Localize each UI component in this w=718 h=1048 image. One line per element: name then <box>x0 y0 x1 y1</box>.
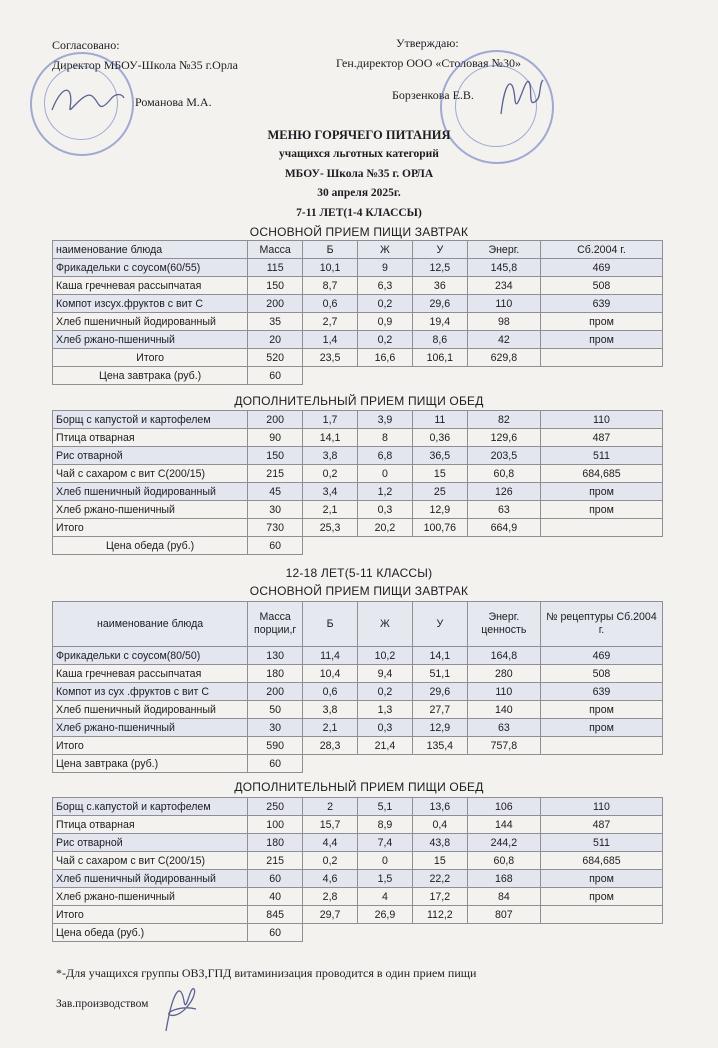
total-row <box>53 906 663 924</box>
value-cell: 42 <box>467 331 540 349</box>
value-cell: 45 <box>248 483 303 501</box>
value-cell: 508 <box>540 277 662 295</box>
menu-title: МЕНЮ ГОРЯЧЕГО ПИТАНИЯ <box>267 128 451 142</box>
price-value: 60 <box>248 755 303 773</box>
value-cell: 63 <box>467 501 540 519</box>
value-cell: 82 <box>467 411 540 429</box>
table-row <box>53 834 663 852</box>
column-header: Ж <box>357 241 412 259</box>
dish-name-cell: Хлеб ржано-пшеничный <box>53 888 248 906</box>
column-header: Б <box>303 602 358 647</box>
table-row <box>53 447 663 465</box>
column-header: Б <box>303 241 358 259</box>
dish-name-cell: Рис отварной <box>53 447 248 465</box>
value-cell: 3,4 <box>303 483 358 501</box>
dish-name-cell: Хлеб пшеничный йодированный <box>53 701 248 719</box>
value-cell: 63 <box>467 719 540 737</box>
value-cell: 639 <box>540 683 662 701</box>
value-cell: 0,36 <box>412 429 467 447</box>
value-cell: 200 <box>248 295 303 313</box>
value-cell: 168 <box>467 870 540 888</box>
table-row <box>53 683 663 701</box>
value-cell: 144 <box>467 816 540 834</box>
dish-name-cell: Фрикадельки с соусом(60/55) <box>53 259 248 277</box>
value-cell: 25 <box>412 483 467 501</box>
value-cell: пром <box>540 313 662 331</box>
value-cell: 0,2 <box>357 295 412 313</box>
age-group-1: 7-11 ЛЕТ(1-4 КЛАССЫ) <box>296 207 422 219</box>
column-header: наименование блюда <box>53 241 248 259</box>
value-cell: 1,4 <box>303 331 358 349</box>
table-row <box>53 647 663 665</box>
value-cell: 250 <box>248 798 303 816</box>
section-lunch-1: ДОПОЛНИТЕЛЬНЫЙ ПРИЕМ ПИЩИ ОБЕД <box>234 394 484 408</box>
value-cell: 200 <box>248 683 303 701</box>
value-cell: 43,8 <box>412 834 467 852</box>
value-cell: 629,8 <box>467 349 540 367</box>
value-cell: 9 <box>357 259 412 277</box>
dish-name-cell: Компот изсух.фруктов с вит С <box>53 295 248 313</box>
value-cell: 215 <box>248 852 303 870</box>
value-cell <box>540 349 662 367</box>
section-breakfast-1: ОСНОВНОЙ ПРИЕМ ПИЩИ ЗАВТРАК <box>249 225 469 239</box>
approval-right-position: Ген.директор ООО «Столовая №30» <box>336 56 521 70</box>
value-cell: 110 <box>540 411 662 429</box>
value-cell: 140 <box>467 701 540 719</box>
dish-name-cell: Чай с сахаром с вит С(200/15) <box>53 852 248 870</box>
value-cell: 487 <box>540 429 662 447</box>
value-cell: 0,6 <box>303 295 358 313</box>
value-cell: 4 <box>357 888 412 906</box>
section-lunch-2: ДОПОЛНИТЕЛЬНЫЙ ПРИЕМ ПИЩИ ОБЕД <box>234 780 484 794</box>
value-cell: 106,1 <box>412 349 467 367</box>
column-header: У <box>412 602 467 647</box>
value-cell: 22,2 <box>412 870 467 888</box>
value-cell: 35 <box>248 313 303 331</box>
price-label: Цена завтрака (руб.) <box>53 367 248 385</box>
value-cell: 590 <box>248 737 303 755</box>
left-signature-icon <box>48 80 128 120</box>
value-cell: 520 <box>248 349 303 367</box>
value-cell: 639 <box>540 295 662 313</box>
dish-name-cell: Итого <box>53 737 248 755</box>
value-cell <box>540 906 662 924</box>
value-cell: 215 <box>248 465 303 483</box>
value-cell: 12,9 <box>412 719 467 737</box>
value-cell: 10,4 <box>303 665 358 683</box>
dish-name-cell: Каша гречневая рассыпчатая <box>53 665 248 683</box>
value-cell: пром <box>540 483 662 501</box>
value-cell: 36,5 <box>412 447 467 465</box>
column-header: Ж <box>357 602 412 647</box>
value-cell <box>540 519 662 537</box>
value-cell: 511 <box>540 447 662 465</box>
column-header: Масса порции,г <box>248 602 303 647</box>
value-cell: 180 <box>248 665 303 683</box>
value-cell: 0 <box>357 852 412 870</box>
value-cell: 684,685 <box>540 852 662 870</box>
total-row <box>53 519 663 537</box>
approval-left-name: Романова М.А. <box>135 95 212 109</box>
menu-subtitle: учащихся льготных категорий <box>279 148 439 160</box>
value-cell: 15 <box>412 465 467 483</box>
value-cell: 30 <box>248 501 303 519</box>
table-row <box>53 259 663 277</box>
table-row <box>53 719 663 737</box>
value-cell: 126 <box>467 483 540 501</box>
table-row <box>53 429 663 447</box>
value-cell: 511 <box>540 834 662 852</box>
price-row <box>53 537 663 555</box>
value-cell: 5,1 <box>357 798 412 816</box>
value-cell: 12,5 <box>412 259 467 277</box>
value-cell: 469 <box>540 259 662 277</box>
value-cell: 27,7 <box>412 701 467 719</box>
price-empty-cell <box>303 924 663 942</box>
column-header: Энерг. ценность <box>467 602 540 647</box>
value-cell: 150 <box>248 447 303 465</box>
value-cell: 98 <box>467 313 540 331</box>
dish-name-cell: Хлеб ржано-пшеничный <box>53 331 248 349</box>
value-cell <box>540 737 662 755</box>
value-cell: 0,2 <box>303 465 358 483</box>
value-cell: 100,76 <box>412 519 467 537</box>
value-cell: 244,2 <box>467 834 540 852</box>
price-row <box>53 924 663 942</box>
dish-name-cell: Рис отварной <box>53 834 248 852</box>
value-cell: 0,3 <box>357 501 412 519</box>
dish-name-cell: Хлеб ржано-пшеничный <box>53 719 248 737</box>
table-row <box>53 277 663 295</box>
lunch-table-2 <box>52 797 663 942</box>
price-empty-cell <box>303 755 663 773</box>
value-cell: 487 <box>540 816 662 834</box>
column-header: № рецептуры Сб.2004 г. <box>540 602 662 647</box>
value-cell: 16,6 <box>357 349 412 367</box>
value-cell: 29,7 <box>303 906 358 924</box>
lunch-table-1 <box>52 410 663 555</box>
price-label: Цена обеда (руб.) <box>53 537 248 555</box>
value-cell: 757,8 <box>467 737 540 755</box>
value-cell: 11,4 <box>303 647 358 665</box>
table-row <box>53 501 663 519</box>
value-cell: 10,1 <box>303 259 358 277</box>
value-cell: 1,2 <box>357 483 412 501</box>
table-row <box>53 331 663 349</box>
value-cell: 1,3 <box>357 701 412 719</box>
table-row <box>53 483 663 501</box>
value-cell: 2,1 <box>303 719 358 737</box>
value-cell: 0,2 <box>357 683 412 701</box>
value-cell: 106 <box>467 798 540 816</box>
price-value: 60 <box>248 924 303 942</box>
approval-right-title: Утверждаю: <box>396 36 459 50</box>
value-cell: пром <box>540 501 662 519</box>
value-cell: 2,8 <box>303 888 358 906</box>
value-cell: 4,4 <box>303 834 358 852</box>
price-label: Цена завтрака (руб.) <box>53 755 248 773</box>
table-row <box>53 411 663 429</box>
dish-name-cell: Чай с сахаром с вит С(200/15) <box>53 465 248 483</box>
column-header: Сб.2004 г. <box>540 241 662 259</box>
price-row <box>53 367 663 385</box>
value-cell: 0,2 <box>303 852 358 870</box>
dish-name-cell: Борщ с.капустой и картофелем <box>53 798 248 816</box>
value-cell: 0,4 <box>412 816 467 834</box>
value-cell: 14,1 <box>303 429 358 447</box>
value-cell: 8,6 <box>412 331 467 349</box>
value-cell: 203,5 <box>467 447 540 465</box>
value-cell: 100 <box>248 816 303 834</box>
value-cell: 3,8 <box>303 701 358 719</box>
age-group-2: 12-18 ЛЕТ(5-11 КЛАССЫ) <box>285 566 433 580</box>
value-cell: 8,9 <box>357 816 412 834</box>
value-cell: 30 <box>248 719 303 737</box>
dish-name-cell: Хлеб пшеничный йодированный <box>53 313 248 331</box>
column-header: Масса <box>248 241 303 259</box>
value-cell: 130 <box>248 647 303 665</box>
dish-name-cell: Итого <box>53 519 248 537</box>
value-cell: 50 <box>248 701 303 719</box>
value-cell: 1,7 <box>303 411 358 429</box>
manager-signature-icon <box>160 975 200 1035</box>
table-row <box>53 313 663 331</box>
value-cell: 11 <box>412 411 467 429</box>
value-cell: 28,3 <box>303 737 358 755</box>
value-cell: 2,7 <box>303 313 358 331</box>
value-cell: 0 <box>357 465 412 483</box>
value-cell: 845 <box>248 906 303 924</box>
breakfast-table-2 <box>52 601 663 773</box>
value-cell: 40 <box>248 888 303 906</box>
value-cell: 6,3 <box>357 277 412 295</box>
value-cell: 51,1 <box>412 665 467 683</box>
value-cell: 234 <box>467 277 540 295</box>
price-empty-cell <box>303 367 663 385</box>
dish-name-cell: Птица отварная <box>53 816 248 834</box>
value-cell: 0,3 <box>357 719 412 737</box>
value-cell: 12,9 <box>412 501 467 519</box>
value-cell: 14,1 <box>412 647 467 665</box>
value-cell: 20,2 <box>357 519 412 537</box>
value-cell: 1,5 <box>357 870 412 888</box>
price-row <box>53 755 663 773</box>
total-row <box>53 737 663 755</box>
value-cell: 23,5 <box>303 349 358 367</box>
price-value: 60 <box>248 537 303 555</box>
value-cell: 60,8 <box>467 465 540 483</box>
dish-name-cell: Фрикадельки с соусом(80/50) <box>53 647 248 665</box>
value-cell: 469 <box>540 647 662 665</box>
value-cell: 0,9 <box>357 313 412 331</box>
value-cell: 110 <box>540 798 662 816</box>
value-cell: пром <box>540 888 662 906</box>
right-signature-icon <box>495 70 545 120</box>
value-cell: 164,8 <box>467 647 540 665</box>
approval-right-name: Борзенкова Е.В. <box>392 88 474 102</box>
breakfast-table-1 <box>52 240 663 385</box>
value-cell: 29,6 <box>412 683 467 701</box>
value-cell: 2 <box>303 798 358 816</box>
dish-name-cell: Борщ с капустой и картофелем <box>53 411 248 429</box>
table-row <box>53 888 663 906</box>
price-label: Цена обеда (руб.) <box>53 924 248 942</box>
approval-left-title: Согласовано: <box>52 38 120 52</box>
column-header: наименование блюда <box>53 602 248 647</box>
table-row <box>53 665 663 683</box>
value-cell: 150 <box>248 277 303 295</box>
menu-date: 30 апреля 2025г. <box>317 187 401 199</box>
value-cell: 7,4 <box>357 834 412 852</box>
value-cell: 807 <box>467 906 540 924</box>
dish-name-cell: Хлеб ржано-пшеничный <box>53 501 248 519</box>
value-cell: 180 <box>248 834 303 852</box>
value-cell: 0,2 <box>357 331 412 349</box>
value-cell: 60 <box>248 870 303 888</box>
value-cell: 2,1 <box>303 501 358 519</box>
value-cell: 10,2 <box>357 647 412 665</box>
dish-name-cell: Птица отварная <box>53 429 248 447</box>
value-cell: 29,6 <box>412 295 467 313</box>
value-cell: 13,6 <box>412 798 467 816</box>
dish-name-cell: Итого <box>53 349 248 367</box>
table-header-row <box>53 241 663 259</box>
value-cell: 508 <box>540 665 662 683</box>
school-name: МБОУ- Школа №35 г. ОРЛА <box>284 168 434 180</box>
value-cell: 20 <box>248 331 303 349</box>
value-cell: 25,3 <box>303 519 358 537</box>
value-cell: 21,4 <box>357 737 412 755</box>
footnote: *-Для учащихся группы ОВЗ,ГПД витаминизация проводится в один прием пищи <box>56 966 477 980</box>
value-cell: 112,2 <box>412 906 467 924</box>
value-cell: 730 <box>248 519 303 537</box>
value-cell: 280 <box>467 665 540 683</box>
table-row <box>53 701 663 719</box>
value-cell: пром <box>540 331 662 349</box>
price-value: 60 <box>248 367 303 385</box>
value-cell: 115 <box>248 259 303 277</box>
value-cell: 15,7 <box>303 816 358 834</box>
value-cell: 4,6 <box>303 870 358 888</box>
value-cell: 3,9 <box>357 411 412 429</box>
column-header: У <box>412 241 467 259</box>
value-cell: 15 <box>412 852 467 870</box>
value-cell: пром <box>540 719 662 737</box>
dish-name-cell: Компот из сух .фруктов с вит С <box>53 683 248 701</box>
value-cell: 6,8 <box>357 447 412 465</box>
value-cell: 0,6 <box>303 683 358 701</box>
value-cell: 664,9 <box>467 519 540 537</box>
production-manager-label: Зав.производством <box>56 998 149 1010</box>
section-breakfast-2: ОСНОВНОЙ ПРИЕМ ПИЩИ ЗАВТРАК <box>249 584 469 598</box>
value-cell: 200 <box>248 411 303 429</box>
dish-name-cell: Итого <box>53 906 248 924</box>
table-row <box>53 798 663 816</box>
value-cell: 129,6 <box>467 429 540 447</box>
value-cell: 8,7 <box>303 277 358 295</box>
value-cell: 26,9 <box>357 906 412 924</box>
column-header: Энерг. <box>467 241 540 259</box>
value-cell: 110 <box>467 295 540 313</box>
value-cell: 36 <box>412 277 467 295</box>
table-row <box>53 870 663 888</box>
dish-name-cell: Хлеб пшеничный йодированный <box>53 870 248 888</box>
approval-left-position: Директор МБОУ-Школа №35 г.Орла <box>52 58 238 72</box>
table-row <box>53 465 663 483</box>
value-cell: 3,8 <box>303 447 358 465</box>
table-header-row <box>53 602 663 647</box>
value-cell: 60,8 <box>467 852 540 870</box>
value-cell: 17,2 <box>412 888 467 906</box>
table-row <box>53 816 663 834</box>
value-cell: 19,4 <box>412 313 467 331</box>
dish-name-cell: Каша гречневая рассыпчатая <box>53 277 248 295</box>
dish-name-cell: Хлеб пшеничный йодированный <box>53 483 248 501</box>
value-cell: 90 <box>248 429 303 447</box>
table-row <box>53 852 663 870</box>
value-cell: 8 <box>357 429 412 447</box>
value-cell: 9,4 <box>357 665 412 683</box>
value-cell: 145,8 <box>467 259 540 277</box>
table-row <box>53 295 663 313</box>
value-cell: пром <box>540 701 662 719</box>
value-cell: 135,4 <box>412 737 467 755</box>
value-cell: 110 <box>467 683 540 701</box>
value-cell: 684,685 <box>540 465 662 483</box>
total-row <box>53 349 663 367</box>
value-cell: 84 <box>467 888 540 906</box>
value-cell: пром <box>540 870 662 888</box>
price-empty-cell <box>303 537 663 555</box>
